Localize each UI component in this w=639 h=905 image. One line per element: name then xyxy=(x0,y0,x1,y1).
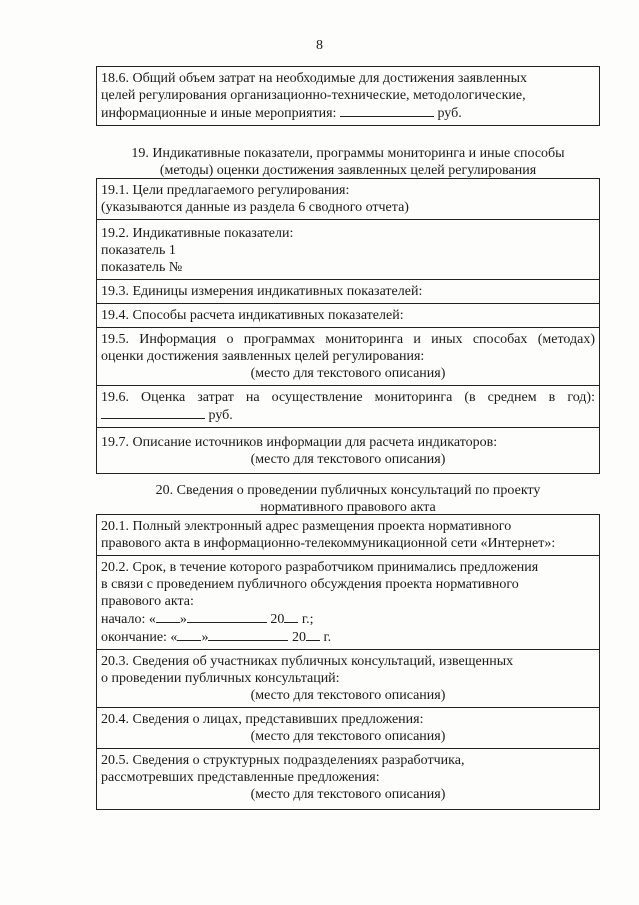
row-19-1-note: (указываются данные из раздела 6 сводного отчета) xyxy=(101,200,409,215)
section-19-title xyxy=(96,145,600,179)
row-19-4 xyxy=(97,304,600,328)
row-20-2-line2: в связи с проведением публичного обсуждения проекта нормативного xyxy=(101,577,519,592)
cost-blank[interactable] xyxy=(340,104,434,117)
section-20-title-line2: нормативного правового акта xyxy=(260,500,436,515)
row-20-4 xyxy=(97,708,600,749)
end-year-blank[interactable] xyxy=(306,628,320,641)
item-18-6-cell xyxy=(97,67,600,126)
start-year-blank[interactable] xyxy=(284,610,298,623)
row-20-4-placeholder: (место для текстового описания) xyxy=(250,729,446,744)
start-label: начало: « xyxy=(101,612,156,627)
row-19-4-label: 19.4. Способы расчета индикативных показателей: xyxy=(101,308,404,323)
row-20-3-placeholder: (место для текстового описания) xyxy=(250,688,446,703)
row-19-6 xyxy=(97,386,600,428)
row-20-5-line1: 20.5. Сведения о структурных подразделениях разработчика, xyxy=(101,753,465,768)
row-20-1-line1: 20.1. Полный электронный адрес размещения проекта нормативного xyxy=(101,519,512,534)
row-19-1 xyxy=(97,179,600,220)
row-20-2-line1: 20.2. Срок, в течение которого разработчиком принимались предложения xyxy=(101,560,539,575)
row-19-3 xyxy=(97,280,600,304)
row-19-5-line2: оценки достижения заявленных целей регулирования: xyxy=(101,349,425,364)
start-day-blank[interactable] xyxy=(156,610,180,623)
end-suffix: г. xyxy=(323,630,332,645)
page-number: 8 xyxy=(316,38,323,53)
row-19-7-placeholder: (место для текстового описания) xyxy=(250,452,446,467)
item-18-6-table xyxy=(96,66,600,126)
row-20-3-line1: 20.3. Сведения об участниках публичных консультаций, извещенных xyxy=(101,654,514,669)
row-19-6-rub: руб. xyxy=(208,408,233,423)
item-18-6-line3: информационные и иные мероприятия: xyxy=(101,106,337,121)
section-19-title-line2: (методы) оценки достижения заявленных целей регулирования xyxy=(159,163,537,178)
end-day-blank[interactable] xyxy=(177,628,201,641)
section-20-title xyxy=(96,482,600,516)
row-19-7 xyxy=(97,428,600,474)
row-19-7-label: 19.7. Описание источников информации для расчета индикаторов: xyxy=(101,435,498,450)
monitoring-cost-blank[interactable] xyxy=(101,406,205,419)
row-19-5-placeholder: (место для текстового описания) xyxy=(250,366,446,381)
indicator-1: показатель 1 xyxy=(101,243,176,258)
row-19-2-label: 19.2. Индикативные показатели: xyxy=(101,226,294,241)
item-18-6-line1: 18.6. Общий объем затрат на необходимые для достижения заявленных xyxy=(101,71,528,86)
row-20-5 xyxy=(97,749,600,810)
row-19-3-label: 19.3. Единицы измерения индикативных показателей: xyxy=(101,284,423,299)
row-20-3 xyxy=(97,650,600,708)
row-19-5-line1: 19.5. Информация о программах мониторинга и иных способах (методах) xyxy=(101,332,595,347)
start-month-blank[interactable] xyxy=(187,610,267,623)
start-quote: » xyxy=(179,612,187,627)
section-19-title-line1: 19. Индикативные показатели, программы мониторинга и иные способы xyxy=(131,146,565,161)
row-20-3-line2: о проведении публичных консультаций: xyxy=(101,671,340,686)
row-19-5 xyxy=(97,328,600,386)
end-label: окончание: « xyxy=(101,630,178,645)
row-20-1-line2: правового акта в информационно-телекоммуникационной сети «Интернет»: xyxy=(101,536,556,551)
rub-label: руб. xyxy=(437,106,462,121)
indicator-n: показатель № xyxy=(101,260,183,275)
section-20-title-line1: 20. Сведения о проведении публичных консультаций по проекту xyxy=(155,483,541,498)
section-20-table xyxy=(96,514,600,810)
row-20-5-placeholder: (место для текстового описания) xyxy=(250,787,446,802)
end-month-blank[interactable] xyxy=(208,628,288,641)
row-20-2-line3: правового акта: xyxy=(101,594,194,609)
row-20-2 xyxy=(97,556,600,650)
section-19-table xyxy=(96,178,600,474)
start-date-line xyxy=(101,610,595,628)
row-20-4-line1: 20.4. Сведения о лицах, представивших предложения: xyxy=(101,712,424,727)
row-19-2 xyxy=(97,220,600,280)
row-19-6-line1: 19.6. Оценка затрат на осуществление мониторинга (в среднем в год): xyxy=(101,390,595,405)
end-quote: » xyxy=(201,630,209,645)
start-suffix: г.; xyxy=(301,612,314,627)
row-20-1 xyxy=(97,515,600,556)
item-18-6-line2: целей регулирования организационно-технические, методологические, xyxy=(101,88,526,103)
end-date-line xyxy=(101,628,595,646)
row-20-5-line2: рассмотревших представленные предложения: xyxy=(101,770,380,785)
row-19-1-label: 19.1. Цели предлагаемого регулирования: xyxy=(101,183,350,198)
end-year-prefix: 20 xyxy=(291,630,306,645)
start-year-prefix: 20 xyxy=(270,612,285,627)
